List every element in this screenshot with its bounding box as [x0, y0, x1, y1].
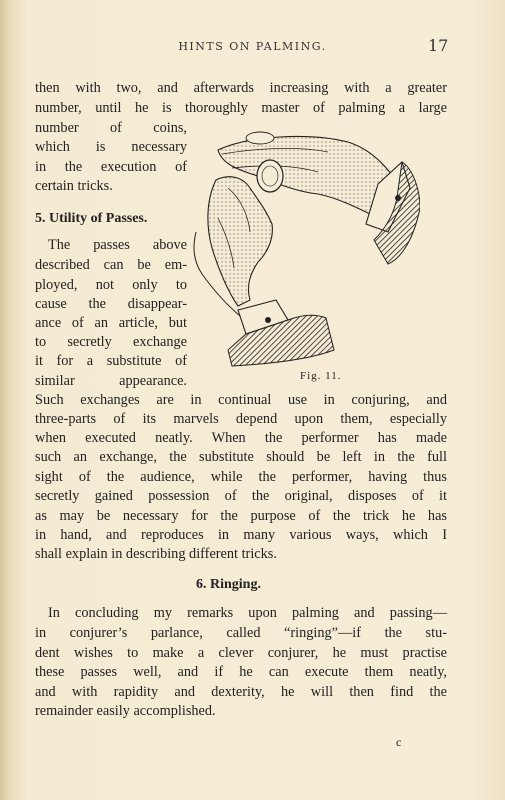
text-line: ployed, not only to — [35, 277, 187, 293]
text-line: then with two, and afterwards increasing with a greater — [35, 80, 447, 96]
text-line: ance of an article, but — [35, 315, 187, 331]
text-line: such an exchange, the substitute should be left in the full — [35, 449, 447, 465]
text-line: number of coins, — [35, 120, 187, 136]
palming-hands-illustration — [188, 128, 420, 368]
text-line: as may be necessary for the purpose of the trick he has — [35, 508, 447, 524]
text-line: cause the disappear- — [35, 296, 187, 312]
text-line: remainder easily accomplished. — [35, 703, 216, 719]
text-line: when executed neatly. When the performer has made — [35, 430, 447, 446]
text-line: to secretly exchange — [35, 334, 187, 350]
figure-caption: Fig. 11. — [300, 370, 342, 382]
text-line: and with rapidity and dexterity, he will then find the — [35, 684, 447, 700]
text-line: these passes well, and if he can execute them neatly, — [35, 664, 447, 680]
page-number: 17 — [428, 36, 449, 55]
text-line: in the execution of — [35, 159, 187, 175]
text-line: number, until he is thoroughly master of palming a large — [35, 100, 447, 116]
text-line: sight of the audience, while the performer, having thus — [35, 469, 447, 485]
text-line: described can be em- — [35, 257, 187, 273]
running-head: HINTS ON PALMING. — [178, 40, 327, 53]
text-line: secretly gained possession of the original, disposes of it — [35, 488, 447, 504]
text-line: three-parts of its marvels depend upon them, especially — [35, 411, 447, 427]
text-line: in conjurer’s parlance, called “ringing”—if the stu- — [35, 625, 447, 641]
text-line: In concluding my remarks upon palming and passing— — [48, 605, 447, 621]
text-line: certain tricks. — [35, 178, 113, 194]
text-line: similar appearance. — [35, 373, 187, 389]
text-line: which is necessary — [35, 139, 187, 155]
text-line: it for a substitute of — [35, 353, 187, 369]
text-line: dent wishes to make a clever conjurer, he must practise — [35, 645, 447, 661]
section-heading: 6. Ringing. — [196, 577, 261, 592]
text-line: Such exchanges are in continual use in conjuring, and — [35, 392, 447, 408]
text-line: shall explain in describing different tricks. — [35, 546, 277, 562]
text-line: The passes above — [48, 237, 187, 253]
text-line: in hand, and reproduces in many various ways, which I — [35, 527, 447, 543]
section-heading: 5. Utility of Passes. — [35, 211, 148, 226]
signature-mark: c — [396, 735, 402, 749]
